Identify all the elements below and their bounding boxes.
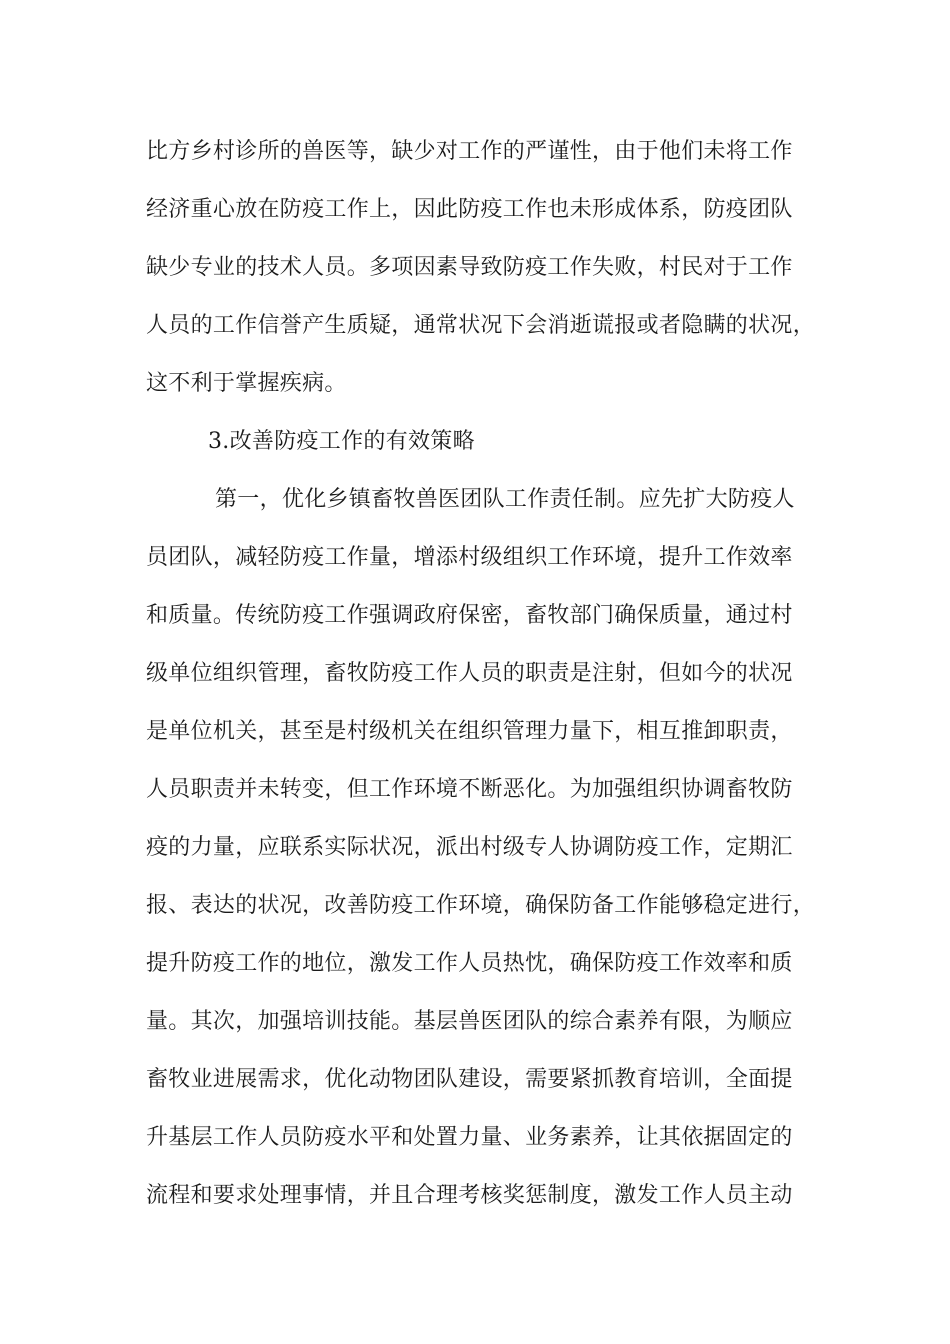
paragraph-2-line-7: 疫的力量，应联系实际状况，派出村级专人协调防疫工作，定期汇 [146,835,793,860]
paragraph-2-line-8: 报、表达的状况，改善防疫工作环境，确保防备工作能够稳定进行， [146,893,816,918]
paragraph-2-line-13: 流程和要求处理事情，并且合理考核奖惩制度，激发工作人员主动 [146,1183,793,1208]
paragraph-1-line-1: 比方乡村诊所的兽医等，缺少对工作的严谨性，由于他们未将工作 [146,139,793,164]
paragraph-1-line-5: 这不利于掌握疾病。 [146,371,347,396]
paragraph-2-line-10: 量。其次，加强培训技能。基层兽医团队的综合素养有限，为顺应 [146,1009,793,1034]
paragraph-2-line-4: 级单位组织管理，畜牧防疫工作人员的职责是注射，但如今的状况 [146,661,793,686]
paragraph-2-line-12: 升基层工作人员防疫水平和处置力量、业务素养，让其依据固定的 [146,1125,793,1150]
paragraph-2-line-5: 是单位机关，甚至是村级机关在组织管理力量下，相互推卸职责， [146,719,793,744]
section-heading: 3.改善防疫工作的有效策略 [208,429,475,454]
paragraph-2-line-1: 第一，优化乡镇畜牧兽医团队工作责任制。应先扩大防疫人 [215,487,795,512]
paragraph-1-line-3: 缺少专业的技术人员。多项因素导致防疫工作失败，村民对于工作 [146,255,793,280]
paragraph-2-line-3: 和质量。传统防疫工作强调政府保密，畜牧部门确保质量，通过村 [146,603,793,628]
paragraph-2-line-2: 员团队，减轻防疫工作量，增添村级组织工作环境，提升工作效率 [146,545,793,570]
paragraph-2-line-11: 畜牧业进展需求，优化动物团队建设，需要紧抓教育培训，全面提 [146,1067,793,1092]
paragraph-2-line-6: 人员职责并未转变，但工作环境不断恶化。为加强组织协调畜牧防 [146,777,793,802]
paragraph-2-line-9: 提升防疫工作的地位，激发工作人员热忱，确保防疫工作效率和质 [146,951,793,976]
paragraph-1-line-2: 经济重心放在防疫工作上，因此防疫工作也未形成体系，防疫团队 [146,197,793,222]
paragraph-1-line-4: 人员的工作信誉产生质疑，通常状况下会消逝谎报或者隐瞒的状况， [146,313,816,338]
